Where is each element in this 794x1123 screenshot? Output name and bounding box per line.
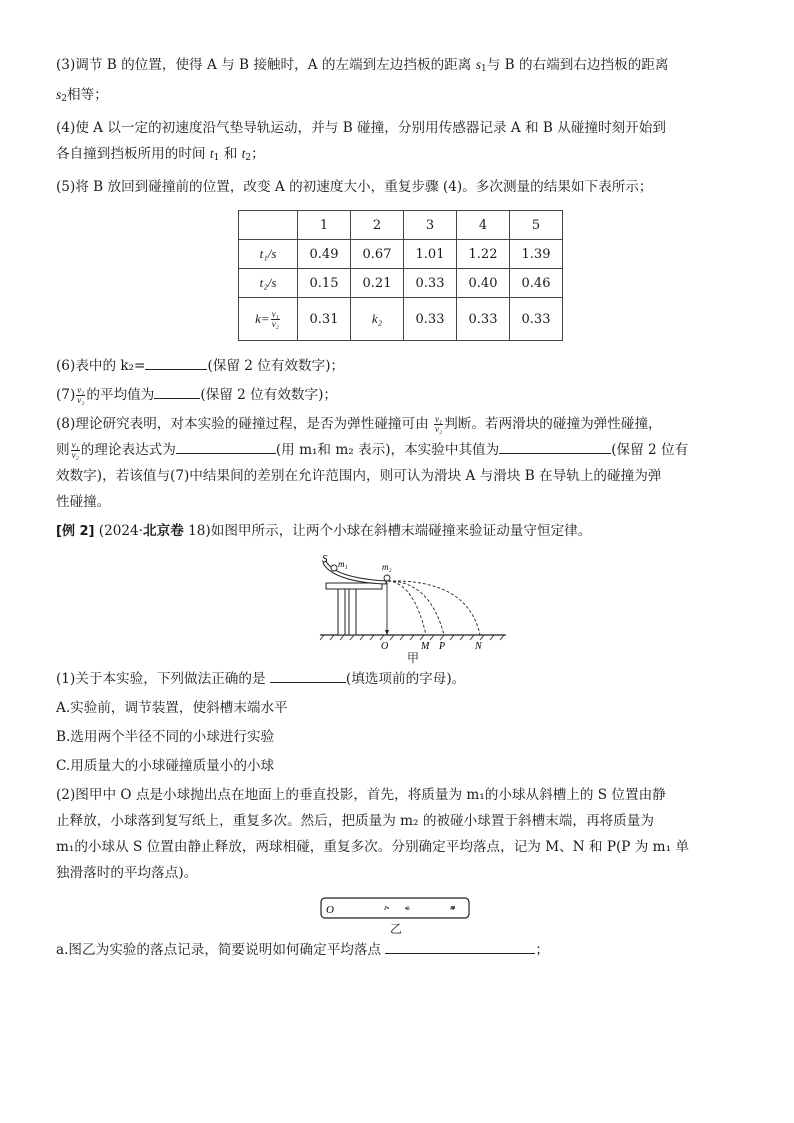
- table-cell: 1.39: [510, 240, 563, 269]
- table-cell: 4: [457, 211, 510, 240]
- q8-text-b: 判断。若两滑块的碰撞为弹性碰撞，: [444, 416, 662, 432]
- table-cell: 5: [510, 211, 563, 240]
- q7-text: 的平均值为: [86, 387, 155, 403]
- table-cell: 0.33: [404, 298, 457, 341]
- table-cell: 0.67: [351, 240, 404, 269]
- figure-jia-apparatus: [318, 553, 508, 655]
- part-2-line-4: 独滑落时的平均落点)。: [56, 865, 198, 881]
- k-label: k=: [255, 310, 270, 326]
- part-2-line-1: (2)图甲中 O 点是小球抛出点在地面上的垂直投影，首先，将质量为 m₁的小球从斜槽上的 S 位置由静: [56, 787, 666, 803]
- q8-text-d: 效数字)，若该值与(7)中结果间的差别在允许范围内，则可认为滑块 A 与滑块 B 在导轨上的碰撞为弹: [56, 468, 662, 484]
- figure-yi-caption: 乙: [389, 922, 402, 936]
- example-2-heading: [56, 518, 740, 545]
- answer-blank-q8-value[interactable]: [499, 439, 611, 454]
- var-t1: t: [209, 146, 214, 161]
- frac-num: v₁: [71, 440, 79, 450]
- q8-text-e: 性碰撞。: [56, 494, 111, 510]
- trajectory-P: [388, 581, 444, 635]
- figure-jia-caption: 甲: [406, 651, 419, 665]
- label-m2: m₂: [382, 562, 392, 572]
- row-label-t2: t₂/s: [239, 269, 298, 298]
- step-3-text-b: 与 B 的右端到右边挡板的距离: [486, 57, 669, 73]
- answer-blank-q6[interactable]: [145, 355, 207, 370]
- step-5: (5)将 B 放回到碰撞前的位置，改变 A 的初速度大小，重复步骤 (4)。多次测量的结果如下表所示；: [56, 179, 653, 195]
- table-row: [239, 240, 563, 269]
- step-3-text: (3)调节 B 的位置，使得 A 与 B 接触时，A 的左端到左边挡板的距离: [56, 57, 476, 73]
- fraction-v1-v2: [76, 386, 85, 405]
- q8-text-c-pre: 则: [56, 442, 70, 458]
- example-tag: [例 2]: [56, 524, 95, 539]
- table-cell: 2: [351, 211, 404, 240]
- part-a-end: ；: [535, 942, 549, 958]
- table-cell: [239, 211, 298, 240]
- page: [56, 52, 740, 963]
- part-2-line-3: m₁的小球从 S 位置由静止释放，两球相碰，重复多次。分别确定平均落点，记为 M、N 和 P(P 为 m₁ 单: [56, 839, 689, 855]
- part-2: [56, 782, 740, 886]
- part-1-note: (填选项前的字母)。: [345, 671, 466, 687]
- label-m1: m₁: [338, 559, 348, 569]
- stand-leg: [338, 589, 345, 635]
- step-4-mid: 和: [223, 146, 242, 162]
- table-row: [239, 269, 563, 298]
- q8-text-c: 的理论表达式为: [80, 442, 176, 458]
- fraction-v1-v2: [434, 415, 443, 434]
- source-name: 北京卷: [143, 523, 184, 539]
- table-cell: 0.31: [298, 298, 351, 341]
- table-cell: 0.33: [457, 298, 510, 341]
- question-7: [56, 382, 740, 408]
- table-row: [239, 298, 563, 341]
- table-cell: k₂: [351, 298, 404, 341]
- label-N: N: [475, 641, 482, 652]
- answer-blank-part-1[interactable]: [270, 668, 346, 683]
- option-a: A.实验前，调节装置，使斜槽末端水平: [56, 700, 288, 716]
- stand-leg: [349, 589, 356, 635]
- answer-blank-q7[interactable]: [154, 384, 200, 399]
- results-table: [238, 210, 563, 341]
- frac-num: v₁: [271, 308, 279, 319]
- strip-label-O: O: [326, 904, 334, 916]
- option-b: B.选用两个半径不同的小球进行实验: [56, 729, 275, 745]
- source-text: 18)如图甲所示，让两个小球在斜槽末端碰撞来验证动量守恒定律。: [183, 523, 592, 539]
- table-cell: 1.01: [404, 240, 457, 269]
- step-4-text-b: 各自撞到挡板所用的时间: [56, 146, 210, 162]
- answer-blank-q8-expression[interactable]: [176, 439, 276, 454]
- row-label-t1: t₁/s: [239, 240, 298, 269]
- label-O: O: [381, 641, 389, 652]
- step-3-text-c: 相等；: [67, 87, 108, 103]
- q6-note: (保留 2 位有效数字)；: [207, 358, 345, 374]
- table-header-row: [239, 211, 563, 240]
- ground-hatching: [320, 635, 504, 640]
- trajectory-M: [388, 581, 426, 635]
- part-1-text: (1)关于本实验，下列做法正确的是: [56, 671, 270, 687]
- record-strip: [321, 898, 469, 918]
- q8-text-c-end: (保留 2 位有: [611, 442, 689, 458]
- table-cell: 0.33: [404, 269, 457, 298]
- frac-den: v₂: [271, 318, 279, 329]
- ball-m1-icon: [331, 565, 337, 571]
- step-4-text-a: (4)使 A 以一定的初速度沿气垫导轨运动，并与 B 碰撞，分别用传感器记录 A 和 B 从碰撞时刻开始到: [56, 120, 666, 136]
- q6-text: (6)表中的 k₂=: [56, 358, 146, 374]
- fraction-v1-v2: [271, 310, 280, 329]
- answer-blank-part-a[interactable]: [385, 939, 535, 954]
- table-cell: 0.46: [510, 269, 563, 298]
- fraction-v1-v2: [71, 441, 80, 460]
- var-s2: s: [56, 87, 62, 102]
- question-6: [56, 353, 740, 379]
- table-cell: 0.40: [457, 269, 510, 298]
- table-cell: 0.15: [298, 269, 351, 298]
- frac-num: v₁: [435, 414, 443, 424]
- ball-m2-icon: [384, 575, 390, 581]
- trajectory-N: [388, 581, 480, 635]
- row-label-k: [239, 298, 298, 341]
- frac-den: v₂: [77, 395, 85, 405]
- frac-den: v₂: [71, 450, 79, 460]
- question-8: [56, 411, 740, 515]
- step-4: (4)使 A 以一定的初速度沿气垫导轨运动，并与 B 碰撞，分别用传感器记录 A 和 B 从碰撞时刻开始到 各自撞到挡板所用的时间 $t_1$ 和 $t_2$；: [56, 120, 666, 163]
- table-cell: 1: [298, 211, 351, 240]
- table-cell: 0.33: [510, 298, 563, 341]
- label-M: M: [421, 641, 430, 652]
- part-a: [56, 937, 740, 963]
- option-c: C.用质量大的小球碰撞质量小的小球: [56, 758, 275, 774]
- frac-num: v₁: [77, 385, 85, 395]
- label-P: P: [439, 641, 446, 652]
- table-top: [326, 583, 382, 589]
- q7-note: (保留 2 位有效数字)；: [200, 387, 338, 403]
- var-t2: t: [241, 146, 246, 161]
- part-1: [56, 666, 740, 692]
- q8-text-a: (8)理论研究表明，对本实验的碰撞过程，是否为弹性碰撞可由: [56, 416, 434, 432]
- frac-den: v₂: [435, 424, 443, 434]
- table-cell: 3: [404, 211, 457, 240]
- slope-track: [323, 561, 386, 584]
- figure-yi-landing-record: [320, 896, 472, 922]
- step-3: (3)调节 B 的位置，使得 A 与 B 接触时，A 的左端到左边挡板的距离 $s_1$与 B 的右端到右边挡板的距离 $s_2$相等；: [56, 57, 669, 104]
- table-cell: 0.49: [298, 240, 351, 269]
- part-a-text: a.图乙为实验的落点记录，简要说明如何确定平均落点: [56, 942, 386, 958]
- q7-prefix: (7): [56, 387, 76, 403]
- var-s1: s: [475, 57, 481, 72]
- arrow-icon: [385, 630, 389, 635]
- label-S: S: [322, 553, 328, 565]
- table-cell: 1.22: [457, 240, 510, 269]
- source-prefix: (2024·: [98, 523, 144, 539]
- part-2-line-2: 止释放，小球落到复写纸上，重复多次。然后，把质量为 m₂ 的被碰小球置于斜槽末端，再将质量为: [56, 813, 654, 829]
- q8-text-c-note: (用 m₁和 m₂ 表示)，本实验中其值为: [275, 442, 500, 458]
- step-4-end: ；: [251, 146, 265, 162]
- table-cell: 0.21: [351, 269, 404, 298]
